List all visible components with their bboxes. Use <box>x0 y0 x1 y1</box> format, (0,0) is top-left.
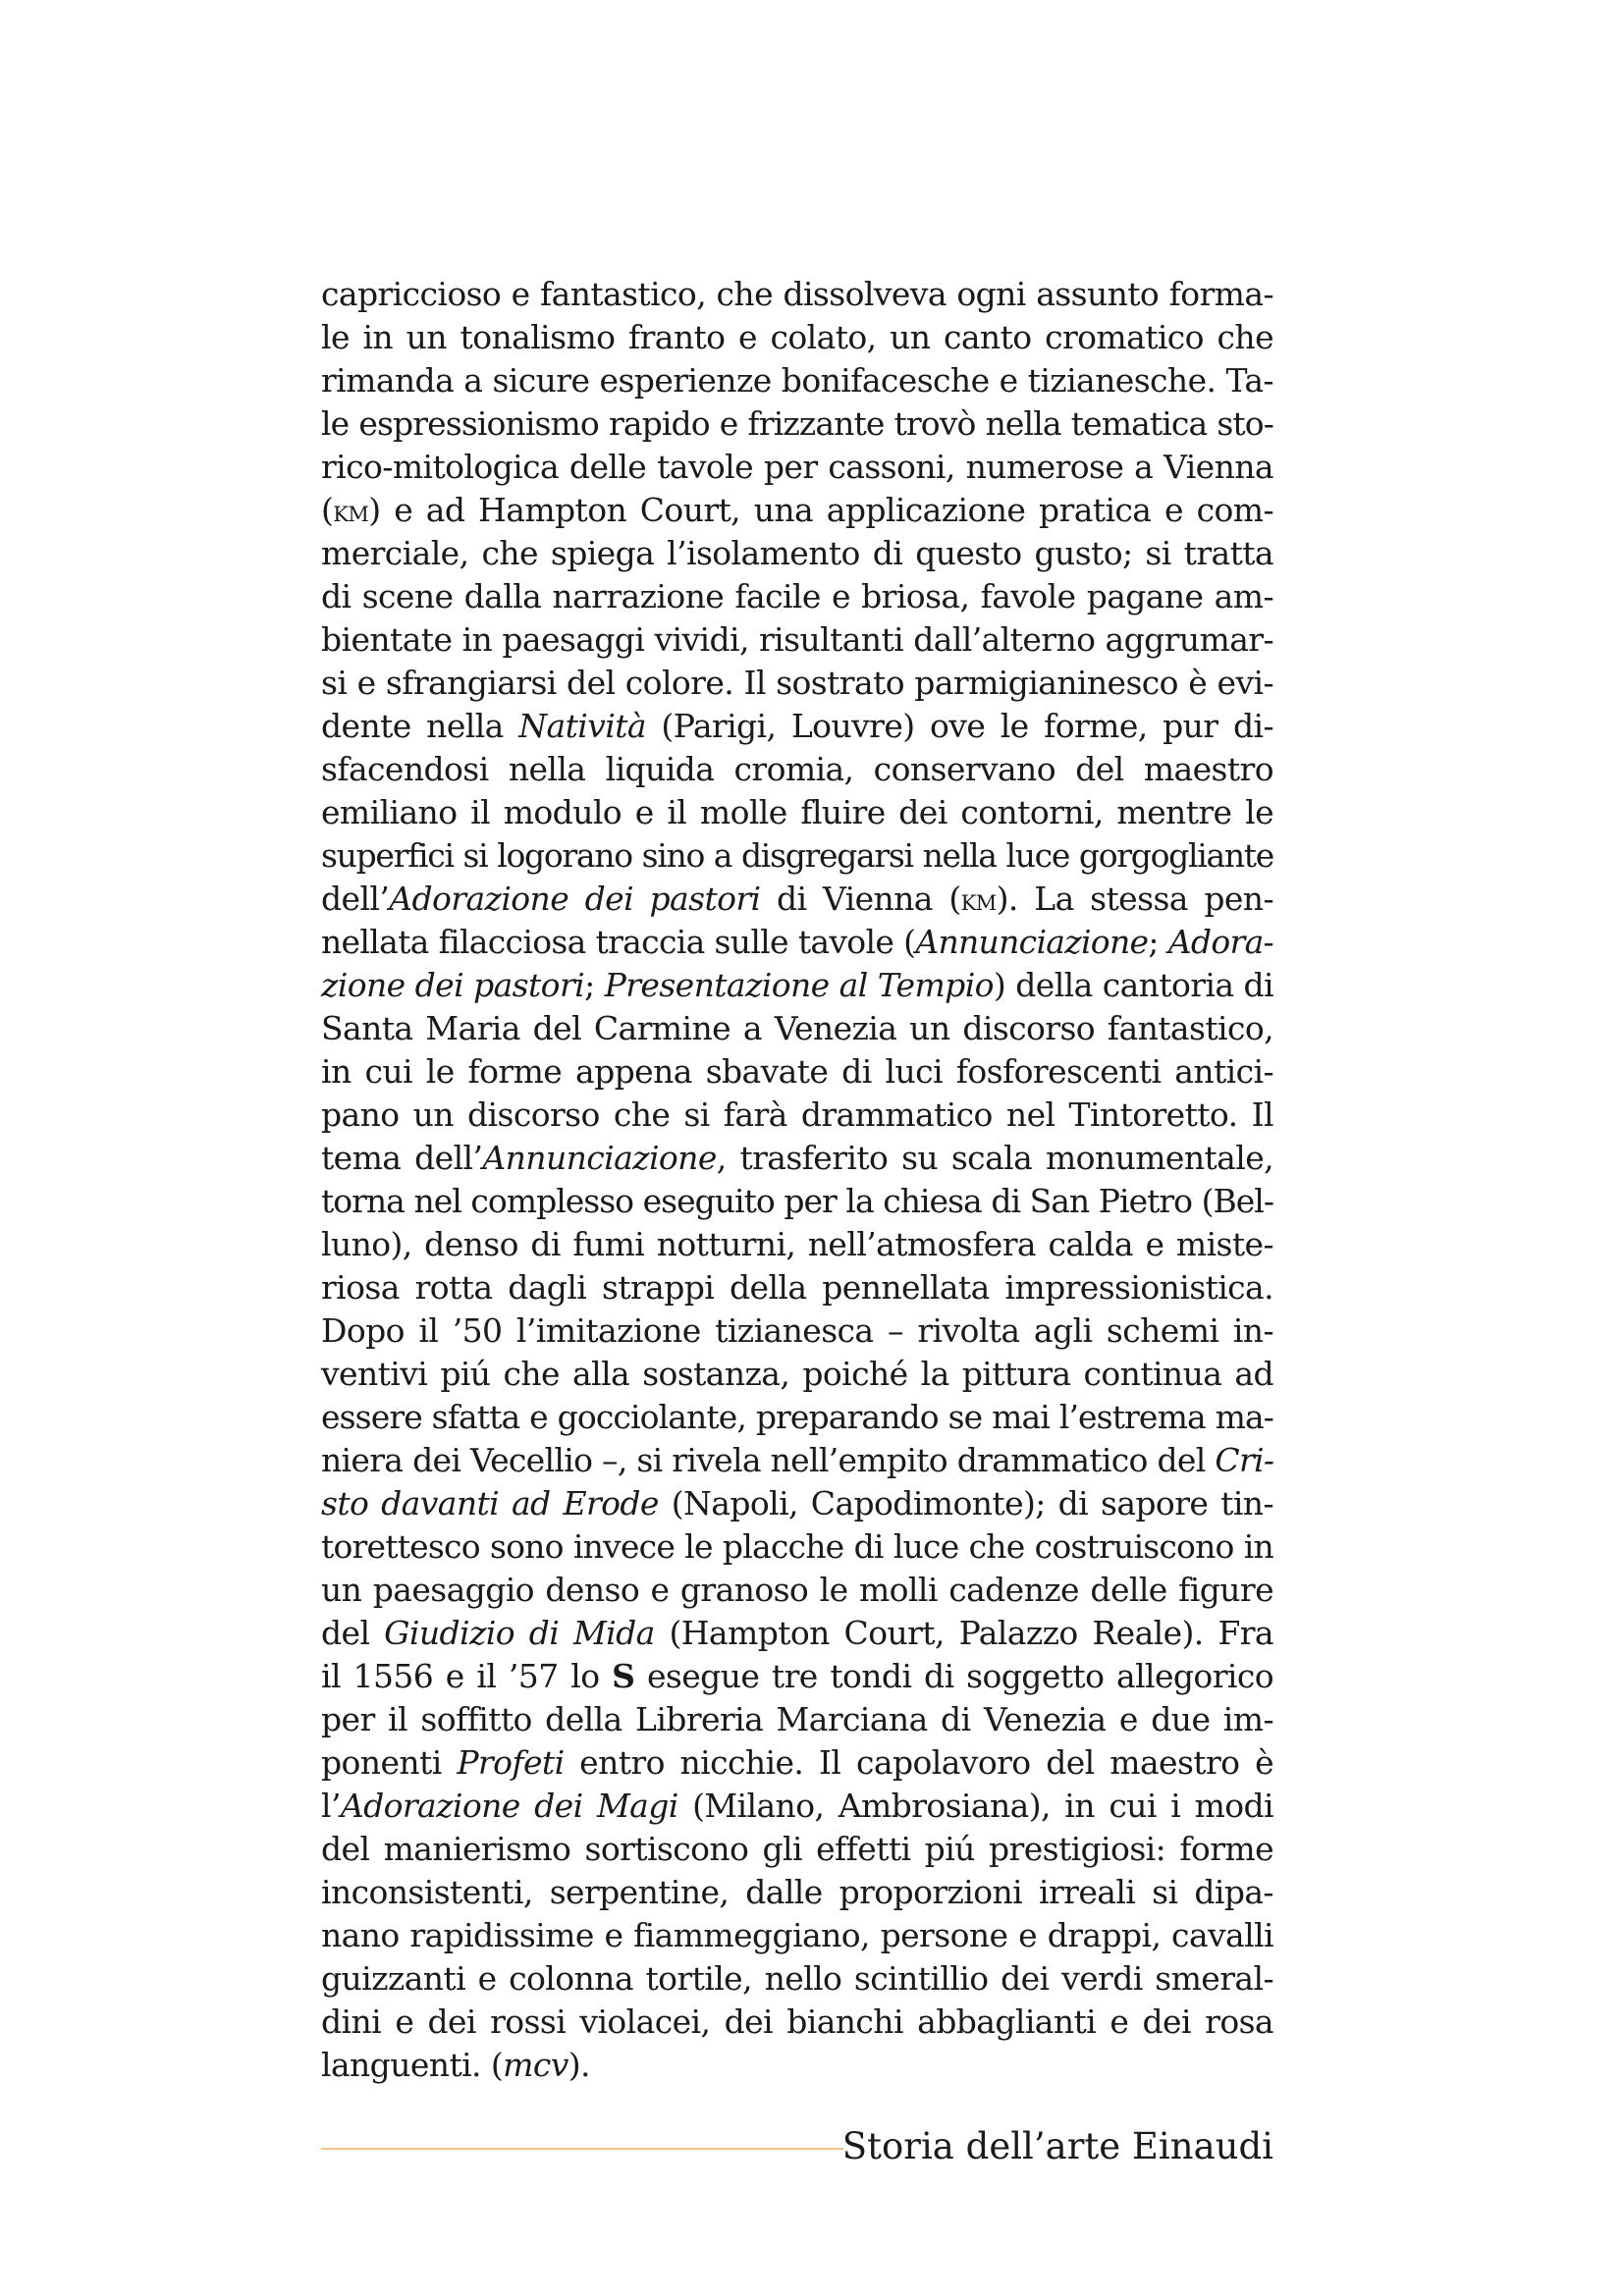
text-segment: superfici si logorano sino a disgregarsi nella luce gorgogliante <box>321 836 1273 875</box>
text-line <box>321 964 1273 1007</box>
text-segment: ventivi piú che alla sostanza, poiché la pittura continua ad <box>321 1355 1273 1393</box>
text-segment: languenti. ( <box>321 2046 504 2084</box>
text-segment: (Parigi, Louvre) ove le forme, pur di- <box>645 707 1273 745</box>
text-line <box>321 575 1273 618</box>
text-line <box>321 1655 1273 1698</box>
italic-text: mcv <box>503 2046 568 2084</box>
text-segment: l’ <box>321 1787 341 1825</box>
text-line <box>321 446 1273 489</box>
text-segment: sfacendosi nella liquida cromia, conservano del maestro <box>321 750 1273 788</box>
italic-text: Giudizio di Mida <box>384 1614 655 1652</box>
footer-title: Storia dell’arte Einaudi <box>841 2125 1273 2167</box>
text-line <box>321 1050 1273 1094</box>
text-segment: , trasferito su scala monumentale, <box>716 1139 1274 1177</box>
text-line <box>321 532 1273 575</box>
text-segment: del <box>321 1614 385 1652</box>
italic-text: Adora- <box>1167 923 1273 961</box>
text-line <box>321 1698 1273 1741</box>
italic-text: Annunciazione <box>482 1139 717 1177</box>
text-segment: ( <box>321 491 334 529</box>
text-line <box>321 1223 1273 1266</box>
italic-text: Profeti <box>457 1743 565 1782</box>
text-segment: un paesaggio denso e granoso le molli cadenze delle figure <box>321 1571 1273 1609</box>
text-segment: di Vienna ( <box>760 880 961 918</box>
italic-text: sto davanti ad Erode <box>321 1484 659 1522</box>
italic-text: Presentazione al Tempio <box>604 966 994 1004</box>
text-line <box>321 921 1273 964</box>
italic-text: Annunciazione <box>915 923 1149 961</box>
italic-text: Adorazione dei pastori <box>389 880 761 918</box>
text-line <box>321 1007 1273 1050</box>
text-line <box>321 1094 1273 1137</box>
text-line <box>321 1266 1273 1309</box>
italic-text: Adorazione dei Magi <box>340 1787 678 1825</box>
body-text <box>321 273 1273 2087</box>
text-line <box>321 1137 1273 1180</box>
text-line <box>321 402 1273 446</box>
text-segment: ponenti <box>321 1743 458 1782</box>
text-segment: le in un tonalismo franto e colato, un canto cromatico che <box>321 318 1273 356</box>
footer-rule <box>321 2148 843 2150</box>
text-segment: (Milano, Ambrosiana), in cui i modi <box>677 1787 1274 1825</box>
text-line <box>321 1957 1273 2001</box>
text-line <box>321 1353 1273 1396</box>
text-segment: pano un discorso che si farà drammatico nel Tintoretto. Il <box>321 1095 1273 1134</box>
text-line <box>321 1569 1273 1612</box>
italic-text: zione dei pastori <box>321 966 585 1004</box>
text-segment: dell’ <box>321 880 390 918</box>
text-segment: essere sfatta e gocciolante, preparando se mai l’estrema ma- <box>321 1398 1273 1436</box>
text-segment: nellata filacciosa traccia sulle tavole ( <box>321 923 916 961</box>
text-line <box>321 1439 1273 1482</box>
text-segment: esegue tre tondi di soggetto allegorico <box>634 1657 1273 1695</box>
text-line <box>321 2044 1273 2087</box>
italic-text: Natività <box>518 707 646 745</box>
text-segment: le espressionismo rapido e frizzante trovò nella tematica sto- <box>321 404 1273 443</box>
text-segment: di scene dalla narrazione facile e briosa, favole pagane am- <box>321 577 1273 615</box>
text-line <box>321 359 1273 402</box>
text-segment: dini e dei rossi violacei, dei bianchi abbaglianti e dei rosa <box>321 2002 1273 2041</box>
text-segment: capriccioso e fantastico, che dissolveva ogni assunto forma- <box>321 275 1273 313</box>
text-line <box>321 1482 1273 1525</box>
text-line <box>321 1180 1273 1223</box>
text-segment: niera dei Vecellio –, si rivela nell’empito drammatico del <box>321 1441 1216 1479</box>
text-segment: si e sfrangiarsi del colore. Il sostrato parmigianinesco è evi- <box>321 664 1273 702</box>
text-segment: dente nella <box>321 707 519 745</box>
text-line <box>321 1741 1273 1785</box>
text-line <box>321 1871 1273 1914</box>
text-line <box>321 1828 1273 1871</box>
text-segment: bientate in paesaggi vividi, risultanti dall’alterno aggrumar- <box>321 620 1273 659</box>
text-segment: Dopo il ’50 l’imitazione tizianesca – rivolta agli schemi in- <box>321 1311 1273 1350</box>
italic-text: Cri- <box>1215 1441 1274 1479</box>
text-line <box>321 1525 1273 1569</box>
small-caps-text: km <box>333 495 369 529</box>
text-line <box>321 705 1273 748</box>
text-line <box>321 618 1273 662</box>
text-segment: tema dell’ <box>321 1139 483 1177</box>
text-segment: in cui le forme appena sbavate di luci fosforescenti antici- <box>321 1052 1273 1091</box>
text-line <box>321 489 1273 532</box>
small-caps-text: km <box>960 883 997 918</box>
text-line <box>321 1396 1273 1439</box>
text-line <box>321 1914 1273 1957</box>
text-segment: (Hampton Court, Palazzo Reale). Fra <box>654 1614 1273 1652</box>
text-line <box>321 748 1273 791</box>
text-line <box>321 1309 1273 1353</box>
text-segment: rimanda a sicure esperienze bonifacesche e tizianesche. Ta- <box>321 361 1273 400</box>
text-segment: torettesco sono invece le placche di luce che costruiscono in <box>321 1527 1273 1566</box>
text-line <box>321 878 1273 921</box>
text-segment: guizzanti e colonna tortile, nello scintillio dei verdi smeral- <box>321 1959 1273 1998</box>
text-segment: Santa Maria del Carmine a Venezia un discorso fantastico, <box>321 1009 1273 1047</box>
text-segment: per il soffitto della Libreria Marciana di Venezia e due im- <box>321 1700 1273 1738</box>
text-line <box>321 834 1273 878</box>
text-segment: ). La stessa pen- <box>996 880 1273 918</box>
bold-text: S <box>612 1657 635 1695</box>
text-line <box>321 1612 1273 1655</box>
text-segment: entro nicchie. Il capolavoro del maestro è <box>564 1743 1273 1782</box>
text-segment: nano rapidissime e fiammeggiano, persone e drappi, cavalli <box>321 1916 1273 1954</box>
text-segment: ) e ad Hampton Court, una applicazione pratica e com- <box>368 491 1273 529</box>
text-segment: il 1556 e il ’57 lo <box>321 1657 613 1695</box>
text-line <box>321 2001 1273 2044</box>
text-segment: luno), denso di fumi notturni, nell’atmosfera calda e miste- <box>321 1225 1273 1263</box>
text-segment: ; <box>584 966 605 1004</box>
text-segment: merciale, che spiega l’isolamento di questo gusto; si tratta <box>321 534 1273 572</box>
text-segment: (Napoli, Capodimonte); di sapore tin- <box>658 1484 1273 1522</box>
text-segment: inconsistenti, serpentine, dalle proporzioni irreali si dipa- <box>321 1873 1273 1911</box>
text-segment: ; <box>1148 923 1168 961</box>
text-segment: ). <box>568 2046 590 2084</box>
text-segment: torna nel complesso eseguito per la chiesa di San Pietro (Bel- <box>321 1182 1273 1220</box>
text-line <box>321 662 1273 705</box>
text-segment: ) della cantoria di <box>993 966 1273 1004</box>
text-line <box>321 1785 1273 1828</box>
text-segment: riosa rotta dagli strappi della pennellata impressionistica. <box>321 1268 1273 1307</box>
text-line <box>321 273 1273 316</box>
text-line <box>321 791 1273 834</box>
text-segment: emiliano il modulo e il molle fluire dei contorni, mentre le <box>321 793 1273 831</box>
text-segment: rico-mitologica delle tavole per cassoni, numerose a Vienna <box>321 448 1273 486</box>
text-line <box>321 316 1273 359</box>
text-segment: del manierismo sortiscono gli effetti piú prestigiosi: forme <box>321 1830 1273 1868</box>
